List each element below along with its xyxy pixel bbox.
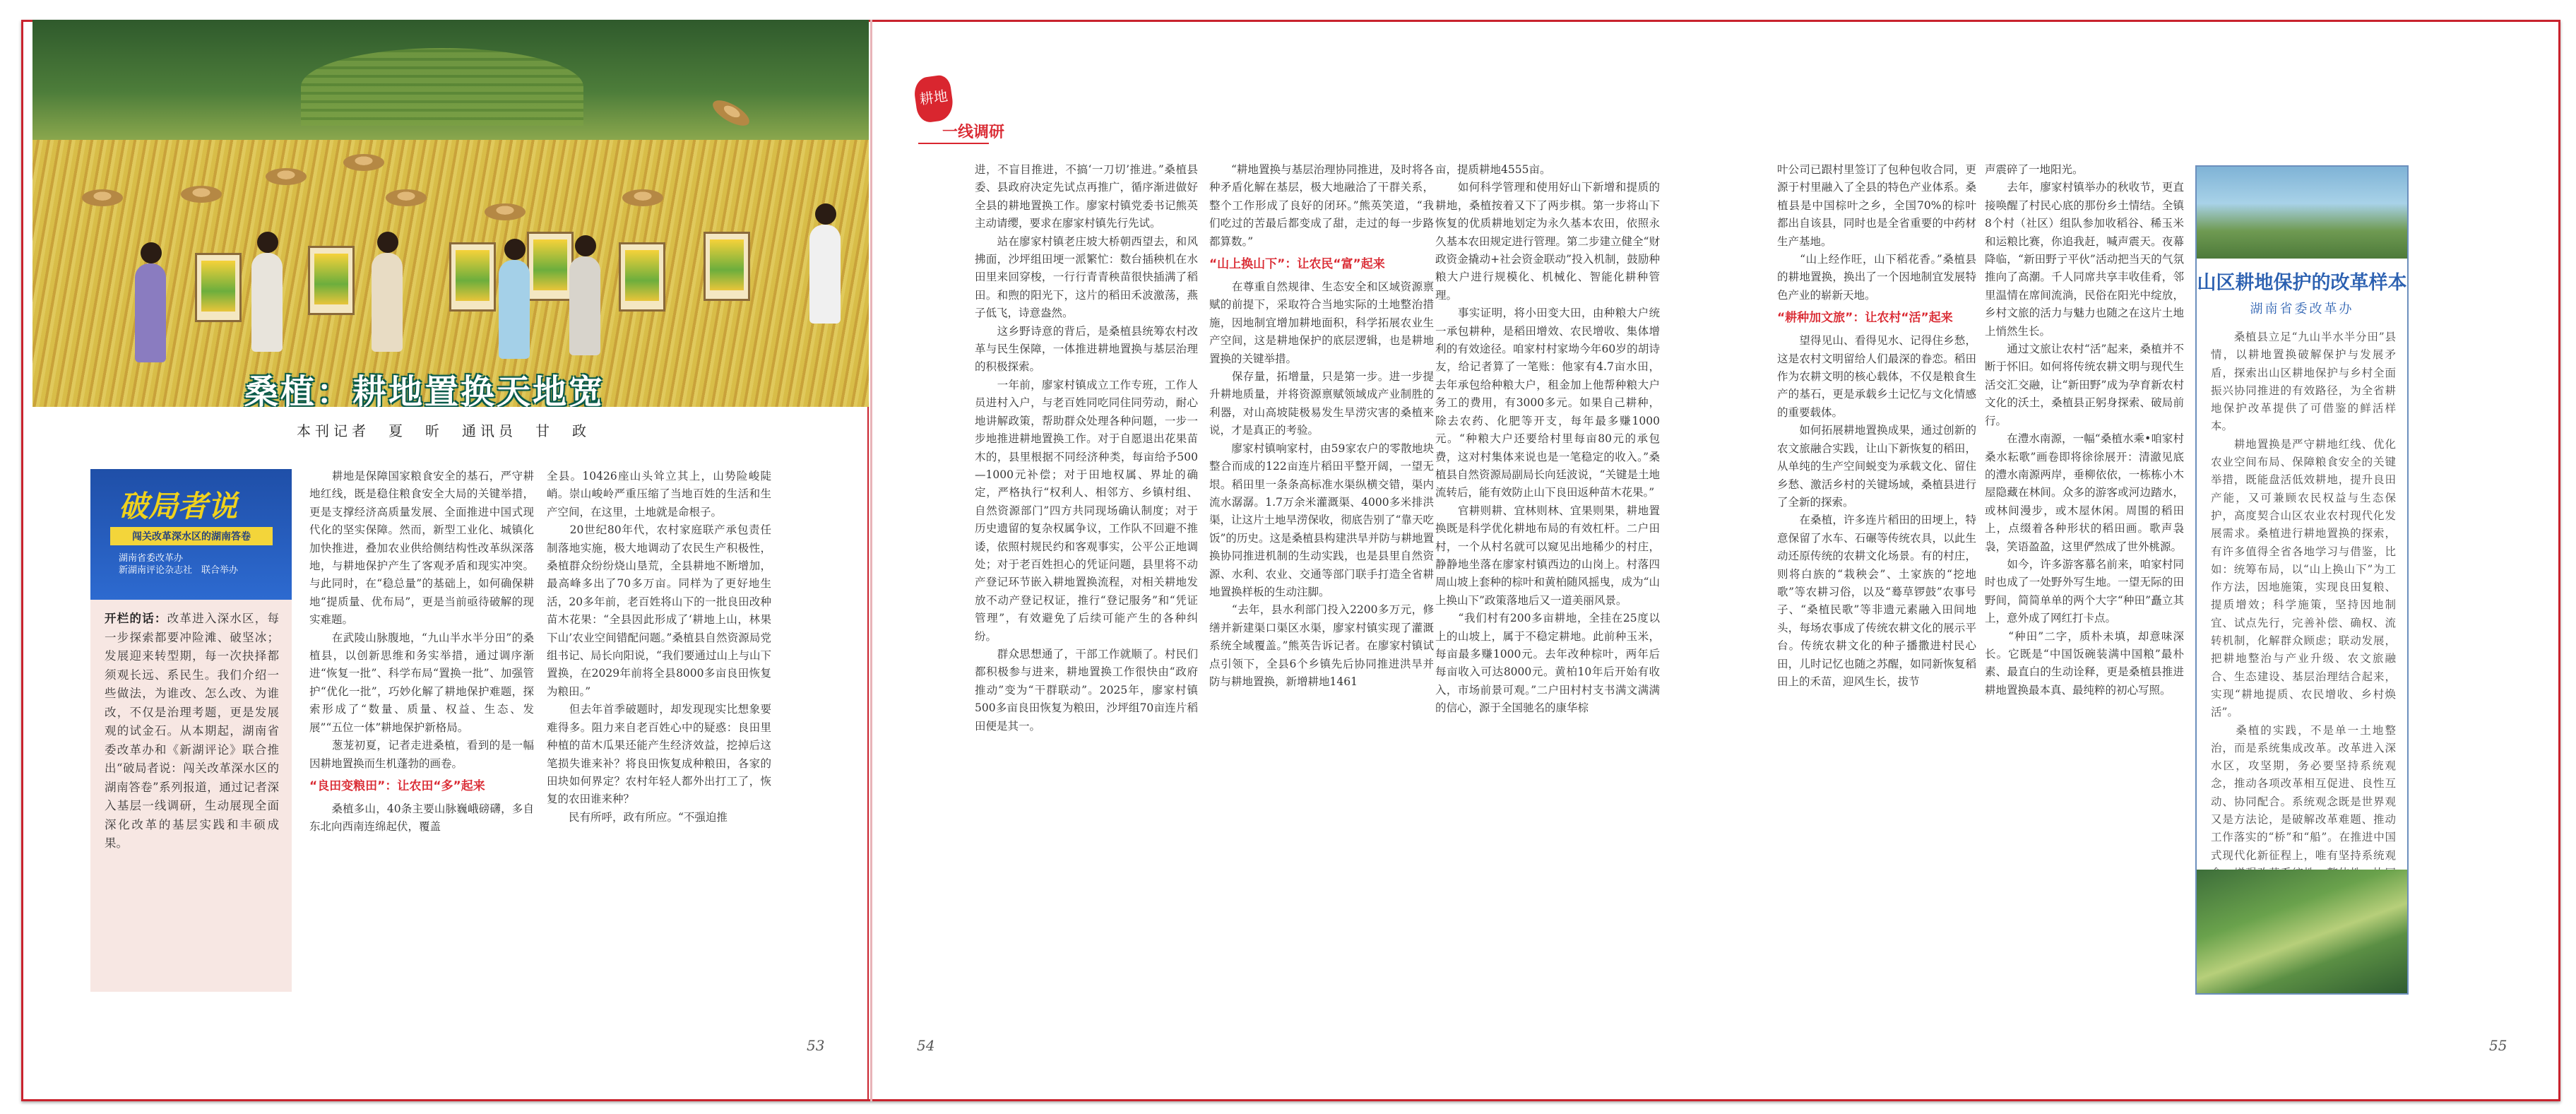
terraced-fields bbox=[301, 48, 583, 126]
straw-hat bbox=[386, 189, 427, 206]
column-organizers bbox=[119, 552, 238, 576]
easel-painting bbox=[619, 242, 665, 312]
paragraph: 事实证明，将小田变大田，由种粮大户统一承包耕种，是稻田增效、农民增收、集体增利的有效途径。咱家村村家坳今年60岁的胡诗友，给记者算了一笔账：他家有4.7亩水田，去年承包给种粮大户，租金加上他帮种粮大户务工的费用，有3000多元。如果自己耕种，除去农药、化肥等开支，每年最多赚1000元。“种粮大户还要给村里每亩80元的承包费，这对村集体来说也是一笔稳定的收入。”桑植县自然资源局副局长向廷波说，“关键是土地流转后，能有效防止山下良田返种苗木花果。” bbox=[1435, 307, 1660, 499]
column-subtitle: 闯关改革深水区的湖南答卷 bbox=[110, 527, 273, 545]
paragraph: 如何拓展耕地置换成果，通过创新的农文旅融合实践，让山下新恢复的稻田，从单纯的生产空间蜕变为承载文化、留住乡愁、激活乡村的关键场域，桑植县进行了全新的探索。 bbox=[1777, 424, 1976, 509]
paragraph: 这乡野诗意的背后，是桑植县统筹农村改革与民生保障，一体推进耕地置换与基层治理的积极探索。 bbox=[975, 324, 1198, 374]
paragraph: “我们村有200多亩耕地，全挂在25度以上的山坡上，属于不稳定耕地。此前种玉米，每亩最多赚1000元。去年改种棕叶，两年后每亩收入可达8000元。黄柏10年后开始有收入，市场前景可观。”二户田村村支书满文满满的信心，源于全国驰名的康华棕 bbox=[1435, 612, 1660, 715]
lead-label: 开栏的话： bbox=[105, 612, 167, 625]
text-column-2 bbox=[547, 468, 771, 826]
column-banner bbox=[90, 469, 292, 600]
easel-painting bbox=[449, 242, 496, 312]
page-number-55: 55 bbox=[2489, 1037, 2507, 1054]
child-figure bbox=[135, 263, 166, 362]
text-column-5 bbox=[1435, 161, 1660, 718]
column-title: 破局者说 bbox=[119, 489, 238, 523]
straw-hat bbox=[622, 189, 663, 206]
paragraph: 通过文旅让农村“活”起来，桑植并不断于怀旧。如何将传统农耕文明与现代生活交汇交融，让“新田野”成为孕育新农村文化的沃土，桑植县正躬身探索、破局前行。 bbox=[1985, 343, 2184, 427]
farmland-photo bbox=[2197, 167, 2407, 259]
paragraph: “去年，县水利部门投入2200多万元，修缮并新建渠口渠区水渠，廖家村镇实现了灌溉系统全域覆盖。”熊英告诉记者。在廖家村镇试点引领下，全县6个乡镇先后协同推进洪旱并防与耕地置换，新增耕地1461 bbox=[1209, 603, 1434, 688]
page-number-53: 53 bbox=[807, 1037, 825, 1054]
paragraph: 葱茏初夏，记者走进桑植，看到的是一幅因耕地置换而生机蓬勃的画卷。 bbox=[309, 739, 534, 770]
paragraph: 一年前，廖家村镇成立工作专班，工作人员进村入户，与老百姓同吃同住同劳动，耐心地讲解政策，帮助群众处理各种问题，一步一步地推进耕地置换工作。对于自愿退出花果苗木的，县里根据不同经济种类，每亩给予500—1000元补偿；对于田地权属、界址的确定，严格执行“权利人、相邻方、乡镇村组、自然资源部门”四方共同现场确认制度；对于历史遗留的复杂权属争议，工作队不回避不推诿，依照村规民约和客观事实，公平公正地调处；对于老百姓担心的凭证问题，县里将不动产登记环节嵌入耕地置换流程，对相关耕地发放不动产登记权证，推行“登记服务”和“凭证管理”，有效避免了后续可能产生的各种纠纷。 bbox=[975, 378, 1198, 643]
child-figure bbox=[809, 225, 841, 324]
paragraph: 桑植县立足“九山半水半分田”县情，以耕地置换破解保护与发展矛盾，探索出山区耕地保护与乡村全面振兴协同推进的有效路径，为全省耕地保护改革提供了可借鉴的鲜活样本。 bbox=[2211, 331, 2396, 433]
text-column-3 bbox=[975, 161, 1198, 735]
hero-photo bbox=[32, 20, 869, 407]
column-intro-box bbox=[90, 469, 292, 992]
byline: 本刊记者 夏 昕 通讯员 甘 政 bbox=[297, 422, 590, 439]
paragraph: 官耕则耕、宜林则林、宜果则果，耕地置换既是科学优化耕地布局的有效杠杆。二户田村，一个从村名就可以窥见出地稀少的村庄，静静地坐落在廖家村镇西边的山岗上。村落四周山坡上套种的棕叶和黄柏随风摇曳，成为“山上换山下”政策落地后又一道美丽风景。 bbox=[1435, 504, 1660, 607]
paragraph: “种田”二字，质朴未填，却意味深长。它既是“中国饭碗装满中国粮”最朴素、最直白的生动诠释，更是桑植县推进耕地置换最本真、最纯粹的初心写照。 bbox=[1985, 629, 2184, 697]
page-number-54: 54 bbox=[917, 1037, 935, 1054]
paragraph: 进，不盲目推进，不搞‘一刀切’推进。”桑植县委、县政府决定先试点再推广，循序渐进做好全县的耕地置换工作。廖家村镇党委书记熊英主动请缨，要求在廖家村镇先行先试。 bbox=[975, 163, 1198, 230]
straw-hat bbox=[82, 189, 123, 206]
lead-text: 改革进入深水区，每一步探索都要冲险滩、破坚冰；发展迎来转型期，每一次抉择都须观长远、系民生。我们介绍一些做法，为谁改、怎么改、为谁改，不仅是治理考题，更是发展观的试金石。从本期起，湖南省委改革办和《新湖评论》联合推出“破局者说：闯关改革深水区的湖南答卷”系列报道，通过记者深入基层一线调研，生动展现全面深化改革的基层实践和丰硕成果。 bbox=[105, 612, 280, 850]
paragraph: 望得见山、看得见水、记得住乡愁，这是农村文明留给人们最深的眷恋。稻田作为农耕文明的核心载体，不仅是粮食生产的基石，更是承载乡土记忆与文化情感的重要载体。 bbox=[1777, 334, 1976, 419]
organizer-line: 湖南省委改革办 bbox=[119, 553, 184, 564]
easel-painting bbox=[527, 232, 574, 301]
article-title: 桑植：耕地置换天地宽 bbox=[244, 372, 605, 407]
straw-hat bbox=[266, 168, 307, 185]
paragraph: 但去年首季破题时，却发现现实比想象要难得多。阻力来自老百姓心中的疑惑：良田里种植的苗木瓜果还能产生经济效益，挖掉后这笔损失谁来补？将良田恢复成种粮田，各家的田块如何界定？农村年轻人都外出打工了，恢复的农田谁来种？ bbox=[547, 703, 771, 806]
straw-hat bbox=[181, 186, 222, 203]
section-heading: “良田变粮田”：让农田“多”起来 bbox=[309, 778, 485, 793]
straw-hat bbox=[343, 154, 384, 171]
section-heading: “耕种加文旅”：让农村“活”起来 bbox=[1777, 311, 1953, 326]
column-lead bbox=[90, 600, 292, 853]
paragraph: 耕地是保障国家粮食安全的基石，严守耕地红线，既是稳住粮食安全大局的关键举措，更是支撑经济高质量发展、全面推进中国式现代化的坚实保障。然而，新型工业化、城镇化加快推进，叠加农业供给侧结构性改革纵深落地，与耕地保护产生了客观矛盾和现实冲突。与此同时，在“稳总量”的基础上，如何确保耕地“提质量、优布局”，更是当前亟待破解的现实难题。 bbox=[309, 470, 534, 627]
village-aerial-photo bbox=[2197, 870, 2407, 993]
paragraph: “山上经作旺，山下稻花香。”桑植县的耕地置换，换出了一个因地制宜发展特色产业的崭新天地。 bbox=[1777, 253, 1976, 302]
child-figure bbox=[499, 260, 530, 359]
section-seal-icon: 耕地 bbox=[913, 74, 955, 124]
commentary-author: 湖南省委改革办 bbox=[2250, 302, 2354, 316]
paragraph: 站在廖家村镇老庄坡大桥朝西望去，和风拂面，沙坪组田埂一派繁忙：数台插秧机在水田里来回穿梭，一行行青青秧苗很快插满了稻田。和煦的阳光下，这片的稻田禾波激荡，燕子低飞，诗意盎然。 bbox=[975, 235, 1198, 320]
text-column-7 bbox=[1985, 161, 2184, 699]
paragraph: 如何科学管理和使用好山下新增和提质的耕地，桑植按着又下了两步棋。第一步将山下恢复的优质耕地划定为永久基本农田，依照永久基本农田规定进行管理。第二步建立健全“财政资金撬动+社会资金联动”投入机制，鼓励种粮大户进行规模化、机械化、智能化耕种管理。 bbox=[1435, 181, 1660, 302]
paragraph: 如今，许多游客慕名前来，咱家村同时也成了一处野外写生地。一望无际的田野间，简简单单的两个大字“种田”矗立其上，意外成了网红打卡点。 bbox=[1985, 557, 2184, 625]
paragraph: 全县。10426座山头耸立其上，山势险峻陡峭。崇山峻岭严重压缩了当地百姓的生活和生产空间，在这里，土地就是命根子。 bbox=[547, 470, 771, 519]
paragraph: 耕地置换是严守耕地红线、优化农业空间布局、保障粮食安全的关键举措，既能盘活低效耕地，提升良田产能，又可兼顾农民权益与生态保护，高度契合山区农业农村现代化发展需求。桑植进行耕地置换的探索，有许多值得全省各地学习与借鉴，比如：统筹布局，以“山上换山下”为工作方法，因地施策，实现良田复粮、提质增效；科学施策，坚持因地制宜、试点先行，完善补偿、确权、流转机制，化解群众顾虑；联动发展，把耕地整治与产业升级、农文旅融合、生态建设、基层治理结合起来，实现“耕地提质、农民增收、乡村焕活”。 bbox=[2211, 437, 2396, 719]
paragraph: 在武陵山脉腹地，“九山半水半分田”的桑植县，以创新思维和务实举措，通过调序渐进“恢复一批”、科学布局“置换一批”、加强管护“优化一批”，巧妙化解了耕地保护难题，探索形成了“数量、质量、权益、生态、发展”“五位一体”耕地保护新格局。 bbox=[309, 631, 534, 734]
section-heading: “山上换山下”：让农民“富”起来 bbox=[1209, 257, 1385, 272]
paragraph: 20世纪80年代，农村家庭联产承包责任制落地实施，极大地调动了农民生产积极性，桑植群众纷纷烧山垦荒，全县耕地不断增加，最高峰多出了70多万亩。同样为了更好地生活，20多年前，老百姓将山下的一批良田改种苗木花果：“全县因此形成了‘耕地上山，林果下山’农业空间错配问题。”桑植县自然资源局党组书记、局长向阳说，“我们要通过山上与山下置换，在2029年前将全县8000多亩良田恢复为粮田。” bbox=[547, 523, 771, 698]
straw-hat bbox=[485, 203, 526, 220]
section-label: 一线调研 bbox=[942, 124, 1005, 141]
paragraph: “耕地置换与基层治理协同推进，及时将各种矛盾化解在基层，极大地融洽了干群关系，整个工作形成了良好的闭环。”熊英笑道，“我们吃过的苦最后都变成了甜，走过的每一步路都算数。” bbox=[1209, 163, 1434, 248]
paragraph: 群众思想通了，干部工作就顺了。村民们都积极参与进来，耕地置换工作很快由“政府推动”变为“干群联动”。2025年，廖家村镇500多亩良田恢复为粮田，沙坪组70亩连片稻田便是其一。 bbox=[975, 647, 1198, 733]
paragraph: 在桑植，许多连片稻田的田埂上，特意保留了水车、石碾等传统农具，以此生动还原传统的农耕文化场景。有的村庄，则将白族的“栽秧会”、土家族的“挖地歌”等农耕习俗，以及“蓦草锣鼓”农事号子、“桑植民歌”等非遗元素融入田间地头，每场农事成了传统农耕文化的展示平台。传统农耕文化的种子播撒进村民心田，儿时记忆也随之苏醒，如同新恢复稻田上的禾苗，迎风生长，拔节 bbox=[1777, 514, 1976, 688]
paragraph: 桑植多山，40条主要山脉巍峨磅礴，多自东北向西南连绵起伏，覆盖 bbox=[309, 802, 534, 834]
paragraph: 去年，廖家村镇举办的秋收节，更直接唤醒了村民心底的那份乡土情结。全镇8个村（社区）组队参加收稻谷、稀玉米和运粮比赛，你追我赶，喊声震天。夜幕降临，“新田野亍平伙”活动把当天的气氛推向了高潮。千人同席共享丰收佳肴，邻里温情在席间流淌，民俗在阳光中绽放，乡村文旅的活力与魅力也随之在这片土地上悄然生长。 bbox=[1985, 181, 2184, 338]
paragraph: 保存量，拓增量，只是第一步。进一步提升耕地质量，并将资源禀赋领域成产业制胜的利器，对山高坡陡极易发生旱涝灾害的桑植来说，才是真正的考验。 bbox=[1209, 370, 1434, 437]
text-column-4 bbox=[1209, 161, 1434, 691]
gutter-shadow bbox=[870, 20, 872, 1101]
commentary-box bbox=[2195, 165, 2409, 995]
paragraph: 声震碎了一地阳光。 bbox=[1985, 163, 2084, 176]
child-figure bbox=[569, 256, 600, 355]
text-column-6 bbox=[1777, 161, 1976, 691]
paragraph: 亩，提质耕地4555亩。 bbox=[1435, 163, 1551, 176]
paragraph: 民有所呼，政有所应。“不强迫推 bbox=[547, 810, 728, 824]
organizer-line: 新湖南评论杂志社 联合举办 bbox=[119, 565, 239, 576]
child-figure bbox=[251, 253, 283, 352]
easel-painting bbox=[704, 232, 750, 301]
easel-painting bbox=[195, 253, 242, 322]
commentary-title: 山区耕地保护的改革样本 bbox=[2197, 272, 2407, 294]
paragraph: 叶公司已跟村里签订了包种包收合同，更源于村里融入了全县的特色产业体系。桑植县是中国棕叶之乡，全国70%的棕叶都出自该县，同时也是全省重要的中药材生产基地。 bbox=[1777, 163, 1976, 248]
commentary-body bbox=[2197, 328, 2407, 901]
paragraph: 在尊重自然规律、生态安全和区域资源禀赋的前提下，采取符合当地实际的土地整治措施，因地制宜增加耕地面积，科学拓展农业生产空间，这是耕地保护的底层逻辑，也是耕地置换的关键举措。 bbox=[1209, 280, 1434, 365]
paragraph: 桑植的实践，不是单一土地整治，而是系统集成改革。改革进入深水区，攻坚期，务必要坚持系统观念，推动各项改革相互促进、良性互动、协同配合。系统观念既是世界观又是方法论，是破解改革难题、推动工作落实的“桥”和“船”。在推进中国式现代化新征程上，唯有坚持系统观 bbox=[2211, 723, 2396, 862]
paragraph: 廖家村镇响家村，由59家农户的零散地块整合而成的122亩连片稻田平整开阔，一望无垠。稻田里一条条高标准水渠纵横交错，渠内流水潺潺。1.7万余米灌溉渠、4000多米排洪渠，让这片土地旱涝保收，彻底告别了“靠天吃饭”的历史。这是桑植县构建洪旱并防与耕地置换协同推进机制的生动实践，也是县里自然资源、水利、农业、交通等部门联手打造全省耕地置换样板的生动注脚。 bbox=[1209, 442, 1434, 598]
child-figure bbox=[372, 253, 403, 352]
text-column-1 bbox=[309, 468, 534, 836]
easel-painting bbox=[308, 246, 355, 315]
section-underline bbox=[918, 143, 989, 144]
paragraph: 在澧水南源，一幅“桑植水乘•咱家村桑水耘歌”画卷即将徐徐展开：清澈见底的澧水南源两岸，垂柳依依，一栋栋小木屋隐藏在林间。众多的游客或河边踏水，或林间漫步，或木屋休闲。周围的稻田上，点缀着各种形状的稻田画。歌声袅袅，笑语盈盈，这里俨然成了世外桃源。 bbox=[1985, 432, 2184, 553]
